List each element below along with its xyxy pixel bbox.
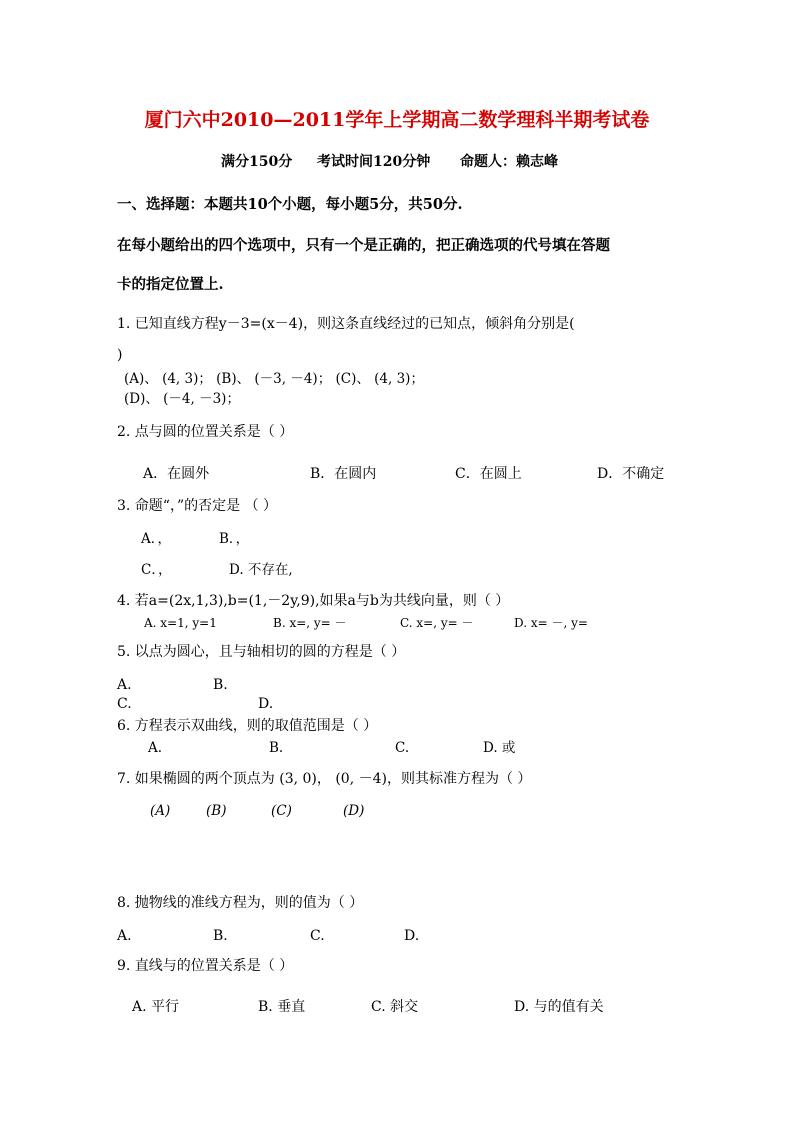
question-5-option-a: A. bbox=[117, 677, 132, 693]
question-2-option-b: B．在圆内 bbox=[310, 466, 377, 482]
question-7-option-d: (D) bbox=[343, 803, 365, 819]
question-9-stem: 9. 直线与的位置关系是（ ） bbox=[117, 958, 294, 974]
question-2-stem: 2. 点与圆的位置关系是（ ） bbox=[117, 424, 294, 440]
exam-duration: 考试时间120分钟 bbox=[317, 154, 431, 170]
question-2-option-a: A．在圆外 bbox=[143, 466, 210, 482]
question-8-option-a: A. bbox=[117, 928, 132, 944]
question-8-option-c: C. bbox=[310, 928, 325, 944]
question-4-option-b: B. x=, y= － bbox=[273, 616, 347, 630]
section-instruction-cont: 卡的指定位置上. bbox=[117, 276, 224, 293]
exam-title: 厦门六中2010—2011学年上学期高二数学理科半期考试卷 bbox=[144, 109, 650, 131]
question-1-options-line2: (D)、 (－4, －3)； bbox=[124, 391, 240, 407]
question-3-option-b: B．， bbox=[219, 531, 250, 547]
section-instruction: 在每小题给出的四个选项中，只有一个是正确的，把正确选项的代号填在答题 bbox=[117, 237, 610, 254]
question-5-option-d: D. bbox=[258, 696, 274, 712]
question-8-stem: 8. 抛物线的准线方程为，则的值为（ ） bbox=[117, 895, 364, 911]
question-9-option-b: B. 垂直 bbox=[258, 999, 306, 1015]
question-3-option-d: D. 不存在, bbox=[229, 562, 293, 578]
question-7-option-a: (A) bbox=[150, 803, 171, 819]
question-6-option-b: B. bbox=[269, 740, 284, 756]
question-3-option-c: C．， bbox=[141, 562, 172, 578]
question-7-option-c: (C) bbox=[271, 803, 292, 819]
section-heading: 一、选择题：本题共10个小题，每小题5分，共50分. bbox=[117, 196, 463, 213]
question-1-options-line1: (A)、 (4, 3)； (B)、 (－3, －4)； (C)、 (4, 3)； bbox=[124, 371, 424, 387]
question-2-option-d: D．不确定 bbox=[597, 466, 665, 482]
question-8-option-b: B. bbox=[213, 928, 228, 944]
question-6-option-d: D. 或 bbox=[483, 740, 516, 756]
question-2-option-c: C．在圆上 bbox=[455, 466, 522, 482]
question-4-option-d: D. x= －, y= bbox=[514, 616, 588, 630]
question-4-option-a: A. x=1, y=1 bbox=[144, 616, 217, 630]
question-7-stem: 7. 如果椭圆的两个顶点为 (3, 0)， (0, －4)，则其标准方程为（ ） bbox=[117, 771, 532, 787]
question-8-option-d: D. bbox=[404, 928, 420, 944]
question-5-option-b: B. bbox=[213, 677, 228, 693]
question-6-option-a: A. bbox=[148, 740, 163, 756]
question-6-stem: 6. 方程表示双曲线，则的取值范围是（ ） bbox=[117, 718, 378, 734]
question-9-option-a: A. 平行 bbox=[132, 999, 180, 1015]
exam-author: 命题人：赖志峰 bbox=[460, 154, 558, 170]
question-9-option-d: D. 与的值有关 bbox=[514, 999, 604, 1015]
question-1-stem-end: ) bbox=[117, 347, 123, 363]
question-1-stem: 1. 已知直线方程y－3=(x－4)，则这条直线经过的已知点，倾斜角分别是( bbox=[117, 316, 575, 332]
full-score: 满分150分 bbox=[221, 154, 293, 170]
question-5-option-c: C. bbox=[117, 696, 132, 712]
question-3-option-a: A．， bbox=[141, 531, 171, 547]
question-4-option-c: C. x=, y= － bbox=[400, 616, 474, 630]
question-3-stem: 3. 命题“，”的否定是 （ ） bbox=[117, 498, 278, 514]
question-9-option-c: C. 斜交 bbox=[371, 999, 419, 1015]
question-7-option-b: (B) bbox=[206, 803, 227, 819]
question-6-option-c: C. bbox=[395, 740, 410, 756]
question-4-stem: 4. 若a=(2x,1,3),b=(1,－2y,9),如果a与b为共线向量，则（ ） bbox=[117, 593, 510, 609]
question-5-stem: 5. 以点为圆心，且与轴相切的圆的方程是（ ） bbox=[117, 644, 406, 660]
